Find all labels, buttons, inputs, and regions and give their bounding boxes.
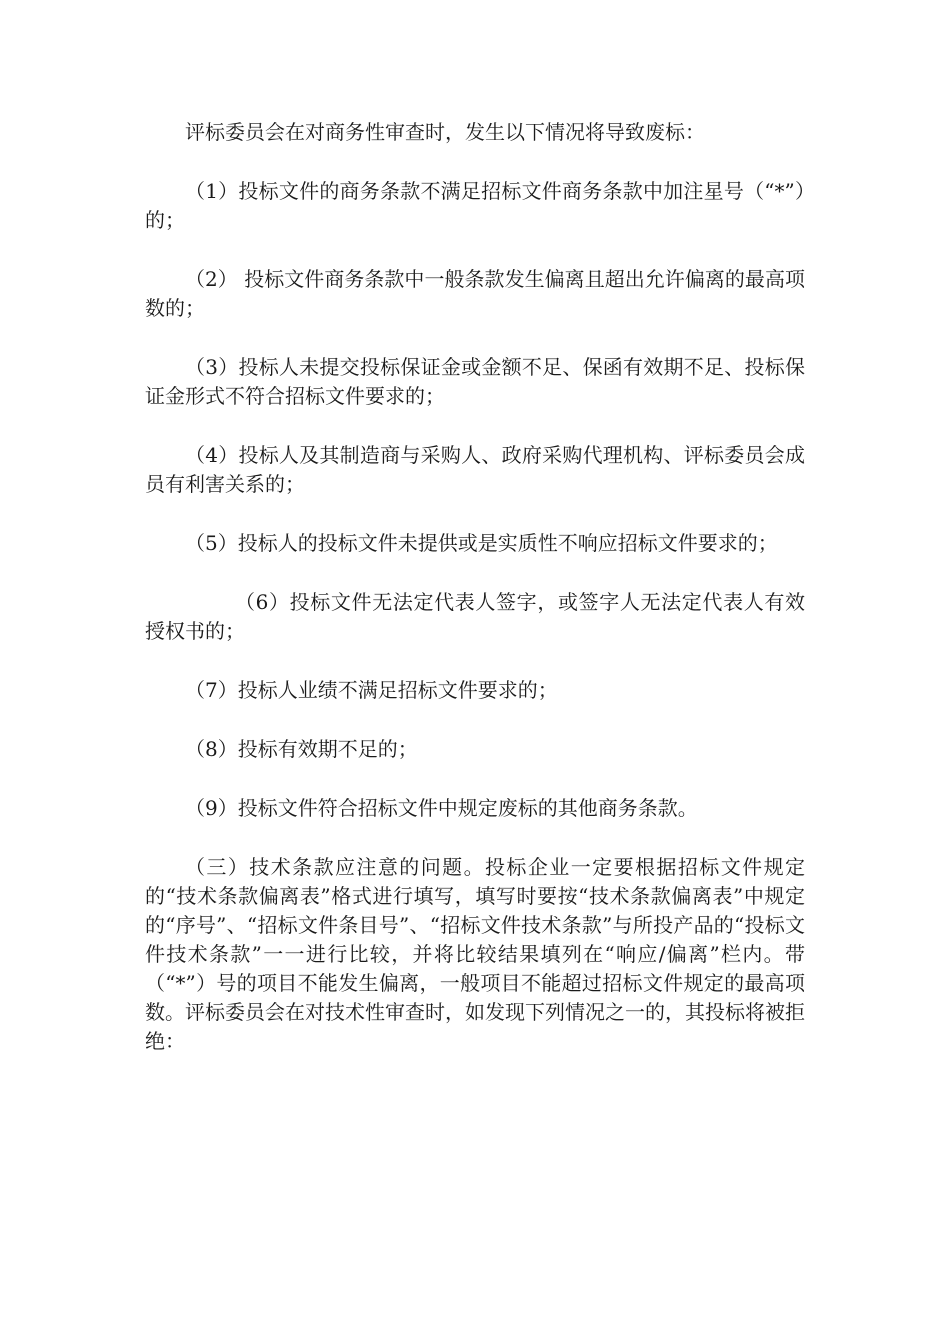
document-body xyxy=(145,118,805,1056)
technical-terms-paragraph: （三）技术条款应注意的问题。投标企业一定要根据招标文件规定的“技术条款偏离表”格式进行填写，填写时要按“技术条款偏离表”中规定的“序号”、“招标文件条目号”、“招标文件技术条款”与所投产品的“投标文件技术条款”一一进行比较，并将比较结果填列在“响应/偏离”栏内。带（“*”）号的项目不能发生偏离，一般项目不能超过招标文件规定的最高项数。评标委员会在对技术性审查时，如发现下列情况之一的，其投标将被拒绝： xyxy=(145,855,805,1053)
clause-9-paragraph: （9）投标文件符合招标文件中规定废标的其他商务条款。 xyxy=(185,796,698,820)
clause-4-paragraph: （4）投标人及其制造商与采购人、政府采购代理机构、评标委员会成员有利害关系的； xyxy=(145,443,805,496)
clause-7-paragraph: （7）投标人业绩不满足招标文件要求的； xyxy=(185,678,558,702)
clause-1-paragraph: （1）投标文件的商务条款不满足招标文件商务条款中加注星号（“*”）的； xyxy=(145,179,805,232)
intro-paragraph: 评标委员会在对商务性审查时，发生以下情况将导致废标： xyxy=(185,120,705,144)
clause-6-paragraph: （6）投标文件无法定代表人签字，或签字人无法定代表人有效授权书的； xyxy=(145,590,805,643)
clause-8-paragraph: （8）投标有效期不足的； xyxy=(185,737,418,761)
clause-5-paragraph: （5）投标人的投标文件未提供或是实质性不响应招标文件要求的； xyxy=(185,531,778,555)
clause-3-paragraph: （3）投标人未提交投标保证金或金额不足、保函有效期不足、投标保证金形式不符合招标文件要求的； xyxy=(145,355,805,408)
clause-2-paragraph: （2） 投标文件商务条款中一般条款发生偏离且超出允许偏离的最高项数的； xyxy=(145,267,805,320)
